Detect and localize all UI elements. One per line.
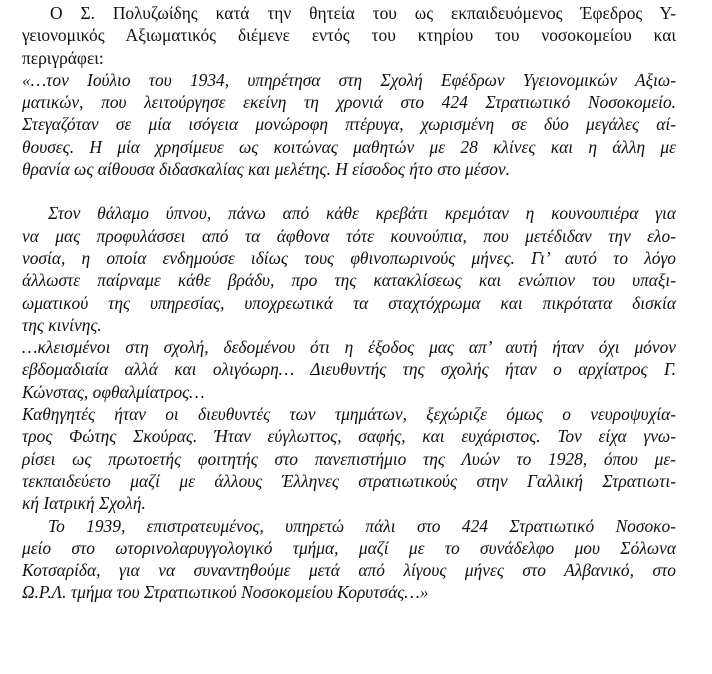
quote-line: της κινίνης.	[22, 314, 102, 335]
intro-paragraph	[22, 2, 676, 69]
quote-line: Ω.Ρ.Λ. τμήμα του Στρατιωτικού Νοσοκομείου Κορυτσάς…»	[22, 582, 429, 603]
quote-line: θουσες. Η μία χρησίμευε ως κοιτώνας μαθητών με 28 κλίνες και η άλλη με	[22, 136, 676, 157]
quote-line: «…τον Ιούλιο του 1934, υπηρέτησα στη Σχολή Εφέδρων Υγειονομικών Αξιω-	[22, 69, 676, 90]
quote-line: ωματικού της υπηρεσίας, υποχρεωτικά τα σταχτόχρωμα και πικρότατα δισκία	[22, 292, 676, 313]
quote-line: ρίσει ως πρωτοετής φοιτητής στο πανεπιστήμιο της Λυών το 1928, όπου με-	[22, 448, 676, 469]
quote-line: Το 1939, επιστρατευμένος, υπηρετώ πάλι στο 424 Στρατιωτικό Νοσοκο-	[48, 515, 676, 536]
quote-paragraph-3	[22, 336, 676, 403]
quote-line: κή Ιατρική Σχολή.	[22, 493, 146, 514]
quote-line: θρανία ως αίθουσα διδασκαλίας και μελέτης. Η είσοδος ήτο στο μέσον.	[22, 159, 510, 180]
quote-line: άλλωστε παίρναμε κάθε βράδυ, προ της κατακλίσεως και ενώπιον του υπαξι-	[22, 270, 676, 291]
intro-line: περιγράφει:	[22, 47, 104, 68]
intro-line: γειονομικός Αξιωματικός διέμενε εντός του κτηρίου του νοσοκομείου και	[22, 25, 676, 46]
quote-line: Κώνστας, οφθαλμίατρος…	[22, 381, 205, 402]
quote-paragraph-2	[22, 202, 676, 336]
quote-line: ματικών, που λειτούργησε εκείνη τη χρονιά στο 424 Στρατιωτικό Νοσοκομείο.	[22, 92, 676, 113]
paragraph-gap	[22, 180, 676, 202]
quote-line: μείο στο ωτορινολαρυγγολογικό τμήμα, μαζί με το συνάδελφο μου Σόλωνα	[22, 537, 676, 558]
quote-line: να μας προφυλάσσει από τα άφθονα τότε κουνούπια, που μετέδιδαν την ελο-	[22, 225, 676, 246]
quotation	[22, 69, 676, 604]
quote-line: τρος Φώτης Σκούρας. Ήταν εύγλωττος, σαφής, και ευχάριστος. Τον είχα γνω-	[22, 426, 676, 447]
quote-line: Στον θάλαμο ύπνου, πάνω από κάθε κρεβάτι κρεμόταν η κουνουπιέρα για	[48, 203, 676, 224]
intro-line: Ο Σ. Πολυζωίδης κατά την θητεία του ως εκπαιδευόμενος Έφεδρος Υ-	[50, 3, 676, 23]
quote-line: …κλεισμένοι στη σχολή, δεδομένου ότι η έξοδος μας απ’ αυτή ήταν όχι μόνον	[22, 337, 676, 358]
quote-paragraph-1	[22, 69, 676, 180]
quote-line: νοσία, η οποία ενδημούσε ιδίως τους φθινοπωρινούς μήνες. Γι’ αυτό το λόγο	[22, 247, 676, 268]
quote-line: εβδομαδιαία αλλά και ολιγόωρη… Διευθυντής της σχολής ήταν ο αρχίατρος Γ.	[22, 359, 676, 380]
quote-line: τεκπαιδεύετο μαζί με άλλους Έλληνες στρατιωτικούς στην Γαλλική Στρατιωτι-	[22, 470, 676, 491]
quote-line: Κοτσαρίδα, για να συναντηθούμε μετά από λίγους μήνες στο Αλβανικό, στο	[22, 560, 676, 581]
quote-line: Καθηγητές ήταν οι διευθυντές των τμημάτων, ξεχώριζε όμως ο νευροψυχία-	[22, 404, 676, 425]
document-page	[22, 2, 676, 604]
quote-line: Στεγαζόταν σε μία ισόγεια μονώροφη πτέρυγα, χωρισμένη σε δύο μεγάλες αί-	[22, 114, 676, 135]
quote-paragraph-4	[22, 403, 676, 514]
quote-paragraph-5	[22, 515, 676, 604]
